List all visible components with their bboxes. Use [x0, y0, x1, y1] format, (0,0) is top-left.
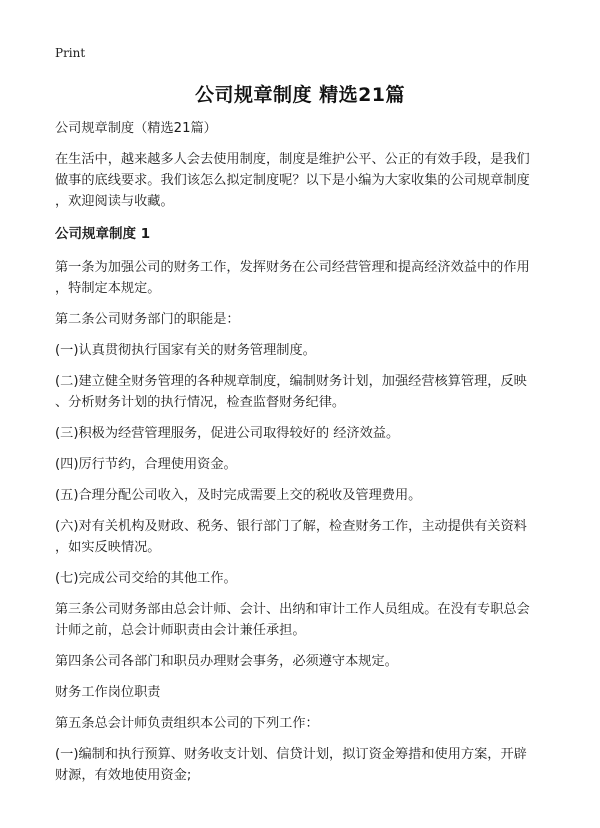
- article-5: 第五条总会计师负责组织本公司的下列工作：: [55, 716, 319, 731]
- paragraph-line: (二)建立健全财务管理的各种规章制度，编制财务计划，加强经营核算管理，反映: [55, 374, 527, 389]
- paragraph-line: ，特制定本规定。: [55, 281, 161, 296]
- list-item-6: [55, 516, 555, 558]
- paragraph-line: 计师之前，总会计师职责由会计兼任承担。: [55, 623, 306, 638]
- document-body: [55, 118, 555, 786]
- section-heading: 公司规章制度 1: [55, 226, 151, 242]
- list-item-7: (七)完成公司交给的其他工作。: [55, 571, 237, 586]
- document-title: 公司规章制度 精选21篇: [194, 84, 406, 106]
- paragraph-line: 做事的底线要求。我们该怎么拟定制度呢？以下是小编为大家收集的公司规章制度: [55, 173, 530, 188]
- paragraph-line: ，欢迎阅读与收藏。: [55, 194, 174, 209]
- list-item-2: [55, 371, 555, 413]
- article-4: 第四条公司各部门和职员办理财会事务，必须遵守本规定。: [55, 654, 398, 669]
- paragraph-line: 在生活中，越来越多人会去使用制度，制度是维护公平、公正的有效手段，是我们: [55, 152, 530, 167]
- print-label: Print: [55, 46, 86, 60]
- list-item-3: (三)积极为经营管理服务，促进公司取得较好的 经济效益。: [55, 426, 400, 441]
- paragraph-line: 第一条为加强公司的财务工作，发挥财务在公司经营管理和提高经济效益中的作用: [55, 260, 530, 275]
- paragraph-line: 第三条公司财务部由总会计师、会计、出纳和审计工作人员组成。在没有专职总会: [55, 602, 530, 617]
- paragraph-line: (一)编制和执行预算、财务收支计划、信贷计划，拟订资金筹措和使用方案，开辟: [55, 747, 527, 762]
- paragraph-line: ，如实反映情况。: [55, 540, 161, 555]
- subtitle: 公司规章制度（精选21篇）: [55, 121, 217, 136]
- list-item-1: (一)认真贯彻执行国家有关的财务管理制度。: [55, 343, 316, 358]
- article-1: [55, 257, 555, 299]
- list-item-4: (四)厉行节约，合理使用资金。: [55, 457, 237, 472]
- intro-paragraph: [55, 149, 555, 212]
- list-item-5: (五)合理分配公司收入，及时完成需要上交的税收及管理费用。: [55, 488, 422, 503]
- article-3: [55, 599, 555, 641]
- paragraph-line: (六)对有关机构及财政、税务、银行部门了解，检查财务工作，主动提供有关资料: [55, 519, 527, 534]
- paragraph-line: 、分析财务计划的执行情况，检查监督财务纪律。: [55, 395, 346, 410]
- paragraph-line: 财源，有效地使用资金;: [55, 768, 192, 783]
- article-5-item-1: [55, 744, 555, 786]
- article-2: 第二条公司财务部门的职能是：: [55, 312, 240, 327]
- duty-heading: 财务工作岗位职责: [55, 685, 161, 700]
